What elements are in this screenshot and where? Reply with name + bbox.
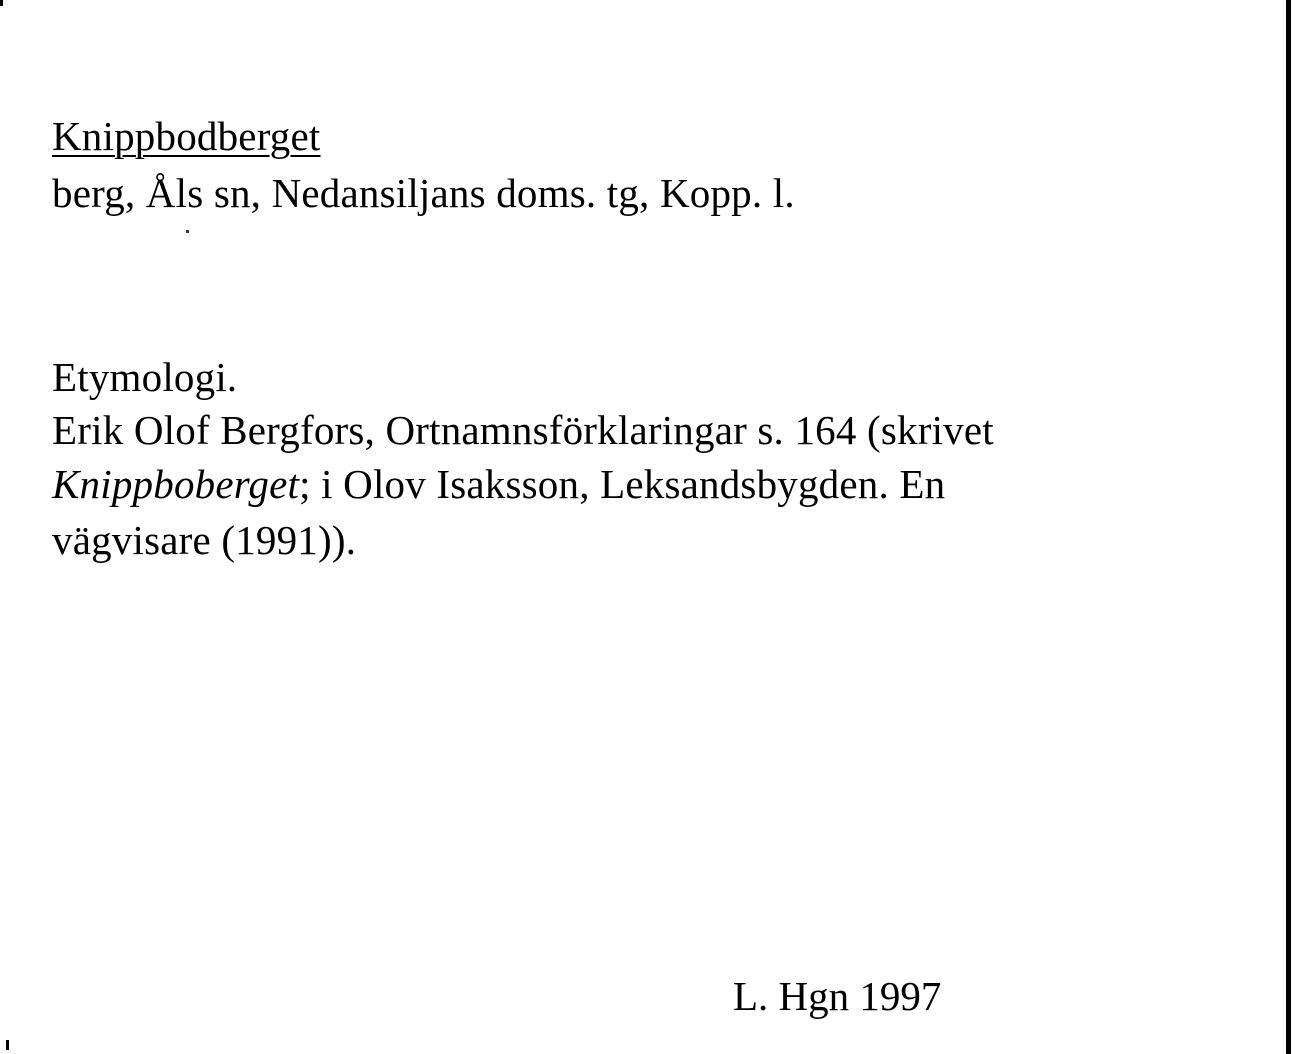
etymology-line-3: vägvisare (1991)). — [52, 517, 357, 563]
etymology-line-2-rest: ; i Olov Isaksson, Leksandsbygden. En — [299, 461, 946, 507]
place-description: berg, Åls sn, Nedansiljans doms. tg, Kopp. l. — [52, 170, 795, 216]
scan-mark-top-left — [0, 0, 3, 6]
etymology-heading: Etymologi. — [52, 354, 238, 400]
scan-speck — [186, 230, 189, 233]
etymology-variant-spelling: Knippboberget — [52, 461, 300, 507]
card-right-edge — [1286, 0, 1291, 1054]
etymology-line-2 — [52, 461, 946, 507]
signature: L. Hgn 1997 — [733, 973, 942, 1019]
scan-mark-bottom-left — [6, 1040, 9, 1050]
etymology-line-1: Erik Olof Bergfors, Ortnamnsförklaringar s. 164 (skrivet — [52, 407, 994, 453]
headword: Knippbodberget — [52, 113, 321, 159]
